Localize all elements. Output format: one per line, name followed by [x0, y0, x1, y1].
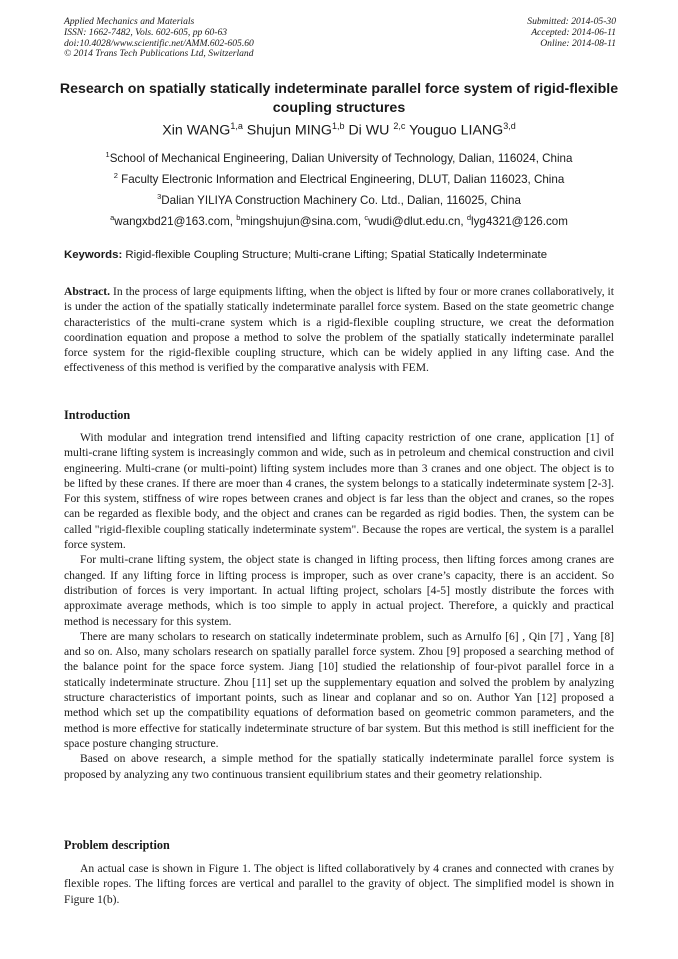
author-name: Youguo LIANG [409, 122, 504, 139]
email-address: wudi@dlut.edu.cn, [368, 214, 467, 228]
affiliation-text: Dalian YILIYA Construction Machinery Co. Ltd., Dalian, 116025, China [161, 193, 521, 207]
problem-body [64, 861, 614, 907]
introduction-body [64, 430, 614, 782]
author-affiliation-marker: 1,a [230, 121, 243, 131]
email-address: mingshujun@sina.com, [240, 214, 365, 228]
author-name: Xin WANG [162, 122, 231, 139]
affiliation-text: Faculty Electronic Information and Electrical Engineering, DLUT, Dalian 116023, China [117, 172, 565, 186]
journal-info [64, 17, 254, 60]
keywords-label: Keywords: [64, 249, 123, 261]
copyright: © 2014 Trans Tech Publications Ltd, Switzerland [64, 48, 254, 60]
online-date: Online: 2014-08-11 [540, 37, 616, 49]
journal-name: Applied Mechanics and Materials [64, 16, 195, 27]
issn: ISSN: 1662-7482, Vols. 602-605, pp 60-63 [64, 26, 228, 38]
submitted-date: Submitted: 2014-05-30 [527, 16, 616, 27]
email-list [40, 213, 638, 228]
email-address: lyg4321@126.com [471, 214, 568, 228]
accepted-date: Accepted: 2014-06-11 [531, 26, 616, 38]
keywords [64, 249, 624, 261]
email-marker: d [466, 213, 472, 222]
email-address: wangxbd21@163.com, [114, 214, 237, 228]
author-name: Di WU [348, 122, 390, 139]
section-heading-introduction: Introduction [64, 408, 131, 422]
affiliation-marker: 3 [157, 192, 162, 201]
author-affiliation-marker: 2,c [393, 121, 406, 131]
paragraph: For multi-crane lifting system, the object state is changed in lifting process, then lifting forces among cranes are changed. If any lifting force in lifting process is improper, such as over crane’s capacity, there is an accident. So distribution of forces is very important. In actual lifting project, scholars [4-5] mostly distribute the forces with approximate average methods, which is too simple to apply in actual project. Therefore, a quickly and practical method is necessary for this system. [64, 553, 614, 628]
author-list [40, 121, 638, 139]
affiliation-marker: 2 [113, 171, 118, 180]
affiliation [40, 192, 638, 207]
paper-title: Research on spatially statically indeterminate parallel force system of rigid-flexible coupling structures [59, 81, 619, 116]
paragraph: There are many scholars to research on statically indeterminate problem, such as Arnulfo [6] , Qin [7] , Yang [8] and so on. Also, many scholars research on spatially parallel force system. Zhou [9] proposed a searching method of the balance point for the space force system. Jiang [10] studied the relationship of four-pivot parallel force in a statically indeterminate structure. Zhou [11] set up the supplementary equation and solved the problem by analyzing structure characteristics of important points, such as linear and coplanar and so on. Author Yan [12] proposed a method which set up the compatibility equations of deformation based on geometric common parameters, and the method is more effective for statically indeterminate structure of bar system. But this method is still inefficient for the space posture changing structure. [64, 629, 614, 750]
email-marker: c [364, 213, 369, 222]
affiliation-marker: 1 [105, 150, 110, 159]
author-affiliation-marker: 3,d [503, 121, 516, 131]
affiliation [40, 171, 638, 186]
author-name: Shujun MING [246, 122, 332, 139]
paragraph: An actual case is shown in Figure 1. The object is lifted collaboratively by 4 cranes and connected with cranes by flexible ropes. The lifting forces are vertical and parallel to the gravity of object. The simplified model is shown in Figure 1(b). [64, 862, 614, 906]
abstract-paragraph [64, 284, 614, 376]
abstract [64, 284, 614, 376]
paragraph: With modular and integration trend intensified and lifting capacity restriction of one crane, application [1] of multi-crane lifting system is increasingly common and wide, such as in petroleum and chemical construction and civil engineering. Multi-crane (or multi-point) lifting system includes more than 3 cranes and one object. The object is to be lifted by these cranes. If there are moer than 4 cranes, the system belongs to a statically indeterminate system [2-3]. For this system, stiffness of wire ropes between cranes and object is far less than the object and cranes, so the ropes can be regarded as flexible body, and the object and cranes can be regarded as rigid bodies. Then, the system can be called "rigid-flexible coupling statically indeterminate system". Because the ropes are vertical, the system is a parallel force system. [64, 431, 614, 552]
paragraph: Based on above research, a simple method for the spatially statically indeterminate parallel force system is proposed by analyzing any two continuous transient equilibrium states and their geometry relationship. [64, 752, 614, 781]
section-heading-problem-description: Problem description [64, 838, 170, 852]
email-marker: b [236, 213, 241, 222]
doi: doi:10.4028/www.scientific.net/AMM.602-605.60 [64, 37, 254, 49]
author-affiliation-marker: 1,b [331, 121, 345, 131]
affiliation [40, 150, 638, 165]
publication-dates [527, 17, 616, 49]
email-marker: a [110, 213, 115, 222]
affiliation-text: School of Mechanical Engineering, Dalian University of Technology, Dalian, 116024, China [109, 151, 573, 165]
abstract-label: Abstract. [64, 285, 111, 298]
keywords-text: Rigid-flexible Coupling Structure; Multi-crane Lifting; Spatial Statically Indeterminate [122, 249, 548, 261]
abstract-text: In the process of large equipments lifting, when the object is lifted by four or more cranes collaboratively, it is under the action of the spatially statically indeterminate parallel force system. Based on the state geometric change characteristics of the multi-crane system which is a rigid-flexible coupling structure, we creat the deformation coordination equation and propose a method to solve the problem of the spatially statically indeterminate parallel force system for the rigid-flexible coupling structure, which can be widely applied in any lifting case. And the effectiveness of this method is verified by the comparative analysis with FEM. [64, 285, 614, 375]
